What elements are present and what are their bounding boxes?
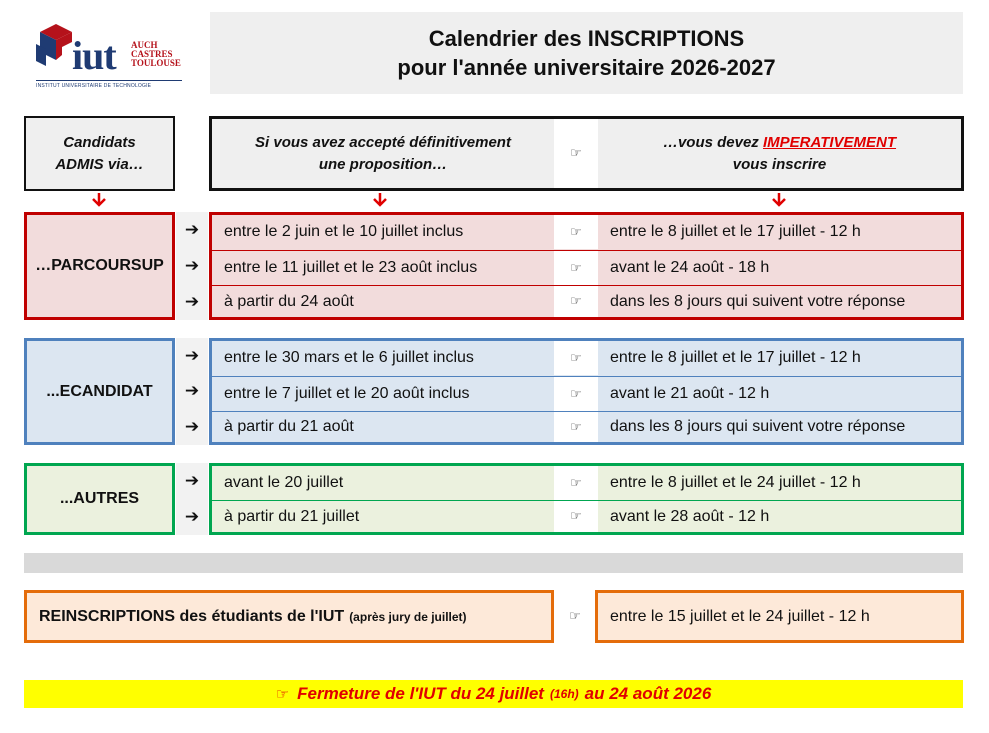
table-row [212,466,961,500]
section-divider-bar [24,553,963,573]
right-arrow-icon: ➔ [184,381,200,402]
closure-text-end: au 24 août 2026 [584,684,712,703]
inscription-deadline: entre le 8 juillet et le 17 juillet - 12 h [610,223,861,240]
right-arrow-icon: ➔ [184,471,200,491]
logo-brand: iut [72,33,116,78]
right-arrow-icon: ➔ [184,256,200,276]
hand-pointer-icon: ☞ [570,224,582,240]
reinscription-deadline-box [595,590,964,643]
right-arrow-icon: ➔ [184,292,200,312]
hand-pointer-icon: ☞ [569,609,581,624]
header-inscription-line1 [663,132,896,154]
header-hand-cell [554,119,598,188]
hand-pointer-icon: ☞ [570,509,582,524]
closure-banner [24,680,963,708]
reinscription-label-box [24,590,554,643]
right-arrow-icon: ➔ [184,345,200,366]
logo-city-auch: AUCH [131,40,158,50]
group-label-ecandidat: ...ECANDIDAT [24,338,175,445]
hand-pointer-icon: ☞ [570,386,582,402]
hand-pointer-icon: ☞ [570,294,582,309]
table-row [212,341,961,375]
hand-pointer-icon: ☞ [570,419,582,435]
hand-pointer-icon: ☞ [275,685,290,703]
accepted-period: entre le 7 juillet et le 20 août inclus [224,385,470,402]
hand-pointer-icon: ☞ [570,260,582,276]
accepted-period: à partir du 21 juillet [224,507,360,525]
title-line-1: Calendrier des INSCRIPTIONS [428,26,745,51]
group-label-parcoursup: …PARCOURSUP [24,212,175,320]
inscription-deadline: dans les 8 jours qui suivent votre réponse [610,292,906,310]
inscription-deadline: dans les 8 jours qui suivent votre réponse [610,418,906,435]
reinscription-hand-cell [555,590,595,643]
right-arrow-icon: ➔ [184,507,200,527]
group-arrows-parcoursup [176,212,208,320]
iut-logo [36,22,184,96]
reinscription-note: (après jury de juillet) [349,609,467,624]
table-row [212,286,961,317]
group-label-autres: ...AUTRES [24,463,175,535]
group-table-parcoursup [209,212,964,320]
header-candidats-line2: ADMIS via… [55,155,144,173]
header-inscription-prefix: …vous devez [662,133,763,151]
logo-city-castres: CASTRES [131,49,173,59]
accepted-period: entre le 11 juillet et le 23 août inclus [224,259,478,276]
group-table-autres [209,463,964,535]
header-proposition-box [209,116,964,191]
group-table-ecandidat [209,338,964,445]
inscription-deadline: entre le 8 juillet et le 17 juillet - 12 h [610,349,861,366]
logo-cities [131,41,181,68]
inscription-deadline: avant le 21 août - 12 h [610,385,770,402]
logo-divider [36,80,182,81]
table-row [212,501,961,532]
table-row [212,377,961,411]
title-line-2: pour l'année universitaire 2026-2027 [397,55,776,80]
table-row [212,412,961,442]
page-title [210,12,963,94]
table-row [212,215,961,249]
closure-text-start: Fermeture de l'IUT du 24 juillet [297,684,544,703]
header-candidats [24,116,175,191]
accepted-period: entre le 2 juin et le 10 juillet inclus [224,223,464,240]
header-proposition [212,119,554,188]
logo-cube-icon [36,22,76,80]
header-imperatif: IMPERATIVEMENT [762,133,897,151]
header-proposition-line2: une proposition… [318,155,448,173]
accepted-period: avant le 20 juillet [224,474,344,491]
hand-pointer-icon: ☞ [570,145,582,161]
reinscription-deadline: entre le 15 juillet et le 24 juillet - 12 h [610,607,870,625]
right-arrow-icon: ➔ [184,220,200,240]
closure-time: (16h) [549,687,579,701]
inscription-deadline: avant le 24 août - 18 h [610,259,770,276]
accepted-period: à partir du 21 août [224,418,354,435]
right-arrow-icon: ➔ [184,417,200,438]
inscription-deadline: avant le 28 août - 12 h [610,507,770,525]
group-arrows-autres [176,463,208,535]
group-arrows-ecandidat [176,338,208,445]
hand-pointer-icon: ☞ [570,350,582,366]
table-row [212,251,961,285]
header-proposition-line1: Si vous avez accepté définitivement [255,133,511,151]
hand-pointer-icon: ☞ [570,475,582,491]
accepted-period: entre le 30 mars et le 6 juillet inclus [224,349,474,366]
logo-city-toulouse: TOULOUSE [131,58,181,68]
header-candidats-line1: Candidats [63,133,136,151]
header-inscription-line2: vous inscrire [732,155,827,173]
logo-subtitle: INSTITUT UNIVERSITAIRE DE TECHNOLOGIE [36,83,152,89]
accepted-period: à partir du 24 août [224,292,354,310]
header-inscription [598,119,961,188]
inscription-deadline: entre le 8 juillet et le 24 juillet - 12 h [610,474,861,491]
reinscription-label: REINSCRIPTIONS des étudiants de l'IUT [39,607,345,625]
